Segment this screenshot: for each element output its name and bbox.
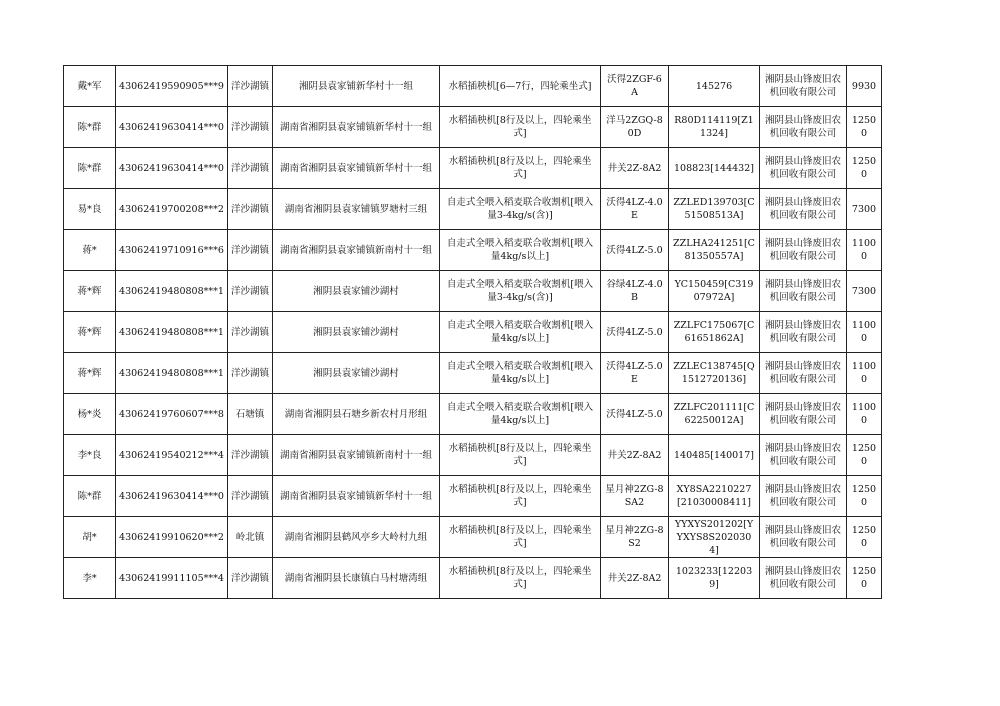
- subsidy-table: [63, 65, 882, 599]
- model-cell: 沃得4LZ-5.0: [601, 230, 669, 271]
- subsidy-amount-cell: 11000: [847, 312, 882, 353]
- applicant-name-cell: 李*: [64, 558, 116, 599]
- serial-number-cell: ZZLEC138745[Q1512720136]: [669, 353, 760, 394]
- table-row: [64, 148, 882, 189]
- table-row: [64, 394, 882, 435]
- town-cell: 洋沙湖镇: [228, 435, 273, 476]
- model-cell: 井关2Z-8A2: [601, 558, 669, 599]
- recycler-cell: 湘阴县山锋废旧农机回收有限公司: [760, 107, 847, 148]
- town-cell: 洋沙湖镇: [228, 312, 273, 353]
- table-row: [64, 312, 882, 353]
- table-row: [64, 189, 882, 230]
- town-cell: 洋沙湖镇: [228, 271, 273, 312]
- table-row: [64, 271, 882, 312]
- machine-type-cell: 水稻插秧机[8行及以上，四轮乘坐式]: [440, 435, 601, 476]
- serial-number-cell: YC150459[C31907972A]: [669, 271, 760, 312]
- recycler-cell: 湘阴县山锋废旧农机回收有限公司: [760, 148, 847, 189]
- model-cell: 井关2Z-8A2: [601, 435, 669, 476]
- serial-number-cell: R80D114119[Z11324]: [669, 107, 760, 148]
- id-number-cell: 43062419760607***8: [116, 394, 228, 435]
- id-number-cell: 43062419590905***9: [116, 66, 228, 107]
- model-cell: 谷绿4LZ-4.0B: [601, 271, 669, 312]
- recycler-cell: 湘阴县山锋废旧农机回收有限公司: [760, 517, 847, 558]
- address-cell: 湖南省湘阴县袁家铺镇新华村十一组: [273, 107, 440, 148]
- model-cell: 星月神2ZG-8SA2: [601, 476, 669, 517]
- machine-type-cell: 自走式全喂入稻麦联合收割机[喂入量4kg/s以上]: [440, 230, 601, 271]
- table-row: [64, 66, 882, 107]
- applicant-name-cell: 胡*: [64, 517, 116, 558]
- id-number-cell: 43062419700208***2: [116, 189, 228, 230]
- model-cell: 沃得4LZ-5.0: [601, 312, 669, 353]
- subsidy-amount-cell: 11000: [847, 394, 882, 435]
- recycler-cell: 湘阴县山锋废旧农机回收有限公司: [760, 435, 847, 476]
- machine-type-cell: 自走式全喂入稻麦联合收割机[喂入量3-4kg/s(含)]: [440, 189, 601, 230]
- applicant-name-cell: 李*良: [64, 435, 116, 476]
- table-body: [64, 66, 882, 599]
- recycler-cell: 湘阴县山锋废旧农机回收有限公司: [760, 312, 847, 353]
- model-cell: 井关2Z-8A2: [601, 148, 669, 189]
- serial-number-cell: XY8SA2210227[21030008411]: [669, 476, 760, 517]
- table-row: [64, 517, 882, 558]
- id-number-cell: 43062419630414***0: [116, 476, 228, 517]
- subsidy-amount-cell: 7300: [847, 189, 882, 230]
- town-cell: 洋沙湖镇: [228, 148, 273, 189]
- subsidy-amount-cell: 12500: [847, 558, 882, 599]
- serial-number-cell: ZZLFC175067[C61651862A]: [669, 312, 760, 353]
- serial-number-cell: 1023233[122039]: [669, 558, 760, 599]
- recycler-cell: 湘阴县山锋废旧农机回收有限公司: [760, 230, 847, 271]
- subsidy-amount-cell: 12500: [847, 476, 882, 517]
- address-cell: 湖南省湘阴县石塘乡新农村月形组: [273, 394, 440, 435]
- machine-type-cell: 自走式全喂入稻麦联合收割机[喂入量4kg/s以上]: [440, 312, 601, 353]
- recycler-cell: 湘阴县山锋废旧农机回收有限公司: [760, 271, 847, 312]
- applicant-name-cell: 蒋*辉: [64, 353, 116, 394]
- recycler-cell: 湘阴县山锋废旧农机回收有限公司: [760, 189, 847, 230]
- town-cell: 洋沙湖镇: [228, 66, 273, 107]
- serial-number-cell: 140485[140017]: [669, 435, 760, 476]
- town-cell: 石塘镇: [228, 394, 273, 435]
- address-cell: 湖南省湘阴县袁家铺镇新华村十一组: [273, 148, 440, 189]
- model-cell: 沃得2ZGF-6A: [601, 66, 669, 107]
- serial-number-cell: YYXYS201202[YYXYS8S2020304]: [669, 517, 760, 558]
- address-cell: 湖南省湘阴县袁家铺镇新南村十一组: [273, 230, 440, 271]
- id-number-cell: 43062419540212***4: [116, 435, 228, 476]
- table-row: [64, 353, 882, 394]
- id-number-cell: 43062419630414***0: [116, 148, 228, 189]
- table-row: [64, 558, 882, 599]
- id-number-cell: 43062419911105***4: [116, 558, 228, 599]
- applicant-name-cell: 陈*群: [64, 148, 116, 189]
- machine-type-cell: 水稻插秧机[8行及以上，四轮乘坐式]: [440, 517, 601, 558]
- recycler-cell: 湘阴县山锋废旧农机回收有限公司: [760, 394, 847, 435]
- address-cell: 湖南省湘阴县鹤风亭乡大岭村九组: [273, 517, 440, 558]
- machine-type-cell: 自走式全喂入稻麦联合收割机[喂入量3-4kg/s(含)]: [440, 271, 601, 312]
- serial-number-cell: 108823[144432]: [669, 148, 760, 189]
- machine-type-cell: 自走式全喂入稻麦联合收割机[喂入量4kg/s以上]: [440, 353, 601, 394]
- model-cell: 沃得4LZ-5.0: [601, 394, 669, 435]
- subsidy-amount-cell: 12500: [847, 148, 882, 189]
- id-number-cell: 43062419480808***1: [116, 353, 228, 394]
- town-cell: 洋沙湖镇: [228, 353, 273, 394]
- table-row: [64, 230, 882, 271]
- machine-type-cell: 水稻插秧机[8行及以上，四轮乘坐式]: [440, 107, 601, 148]
- subsidy-amount-cell: 12500: [847, 107, 882, 148]
- id-number-cell: 43062419480808***1: [116, 312, 228, 353]
- town-cell: 洋沙湖镇: [228, 558, 273, 599]
- subsidy-amount-cell: 11000: [847, 230, 882, 271]
- id-number-cell: 43062419480808***1: [116, 271, 228, 312]
- address-cell: 湖南省湘阴县袁家铺镇新南村十一组: [273, 435, 440, 476]
- applicant-name-cell: 易*良: [64, 189, 116, 230]
- subsidy-amount-cell: 7300: [847, 271, 882, 312]
- machine-type-cell: 自走式全喂入稻麦联合收割机[喂入量4kg/s以上]: [440, 394, 601, 435]
- model-cell: 沃得4LZ-4.0E: [601, 189, 669, 230]
- address-cell: 湘阴县袁家铺新华村十一组: [273, 66, 440, 107]
- address-cell: 湖南省湘阴县长康镇白马村塘湾组: [273, 558, 440, 599]
- town-cell: 洋沙湖镇: [228, 189, 273, 230]
- applicant-name-cell: 蒋*辉: [64, 271, 116, 312]
- recycler-cell: 湘阴县山锋废旧农机回收有限公司: [760, 66, 847, 107]
- address-cell: 湘阴县袁家铺沙湖村: [273, 271, 440, 312]
- subsidy-amount-cell: 9930: [847, 66, 882, 107]
- applicant-name-cell: 蒋*: [64, 230, 116, 271]
- id-number-cell: 43062419910620***2: [116, 517, 228, 558]
- id-number-cell: 43062419630414***0: [116, 107, 228, 148]
- model-cell: 星月神2ZG-8S2: [601, 517, 669, 558]
- address-cell: 湘阴县袁家铺沙湖村: [273, 312, 440, 353]
- recycler-cell: 湘阴县山锋废旧农机回收有限公司: [760, 353, 847, 394]
- serial-number-cell: ZZLFC201111[C62250012A]: [669, 394, 760, 435]
- machine-type-cell: 水稻插秧机[8行及以上，四轮乘坐式]: [440, 476, 601, 517]
- table-row: [64, 435, 882, 476]
- applicant-name-cell: 杨*炎: [64, 394, 116, 435]
- machine-type-cell: 水稻插秧机[8行及以上，四轮乘坐式]: [440, 558, 601, 599]
- subsidy-amount-cell: 12500: [847, 517, 882, 558]
- applicant-name-cell: 陈*群: [64, 107, 116, 148]
- subsidy-amount-cell: 11000: [847, 353, 882, 394]
- serial-number-cell: ZZLHA241251[C81350557A]: [669, 230, 760, 271]
- recycler-cell: 湘阴县山锋废旧农机回收有限公司: [760, 558, 847, 599]
- address-cell: 湖南省湘阴县袁家铺镇罗塘村三组: [273, 189, 440, 230]
- serial-number-cell: ZZLED139703[C51508513A]: [669, 189, 760, 230]
- serial-number-cell: 145276: [669, 66, 760, 107]
- model-cell: 沃得4LZ-5.0E: [601, 353, 669, 394]
- table-row: [64, 107, 882, 148]
- id-number-cell: 43062419710916***6: [116, 230, 228, 271]
- model-cell: 洋马2ZGQ-80D: [601, 107, 669, 148]
- applicant-name-cell: 陈*群: [64, 476, 116, 517]
- town-cell: 岭北镇: [228, 517, 273, 558]
- table-row: [64, 476, 882, 517]
- address-cell: 湘阴县袁家铺沙湖村: [273, 353, 440, 394]
- machine-type-cell: 水稻插秧机[8行及以上，四轮乘坐式]: [440, 148, 601, 189]
- town-cell: 洋沙湖镇: [228, 107, 273, 148]
- applicant-name-cell: 戴*军: [64, 66, 116, 107]
- recycler-cell: 湘阴县山锋废旧农机回收有限公司: [760, 476, 847, 517]
- town-cell: 洋沙湖镇: [228, 230, 273, 271]
- subsidy-amount-cell: 12500: [847, 435, 882, 476]
- town-cell: 洋沙湖镇: [228, 476, 273, 517]
- address-cell: 湖南省湘阴县袁家铺镇新华村十一组: [273, 476, 440, 517]
- machine-type-cell: 水稻插秧机[6—7行，四轮乘坐式]: [440, 66, 601, 107]
- applicant-name-cell: 蒋*辉: [64, 312, 116, 353]
